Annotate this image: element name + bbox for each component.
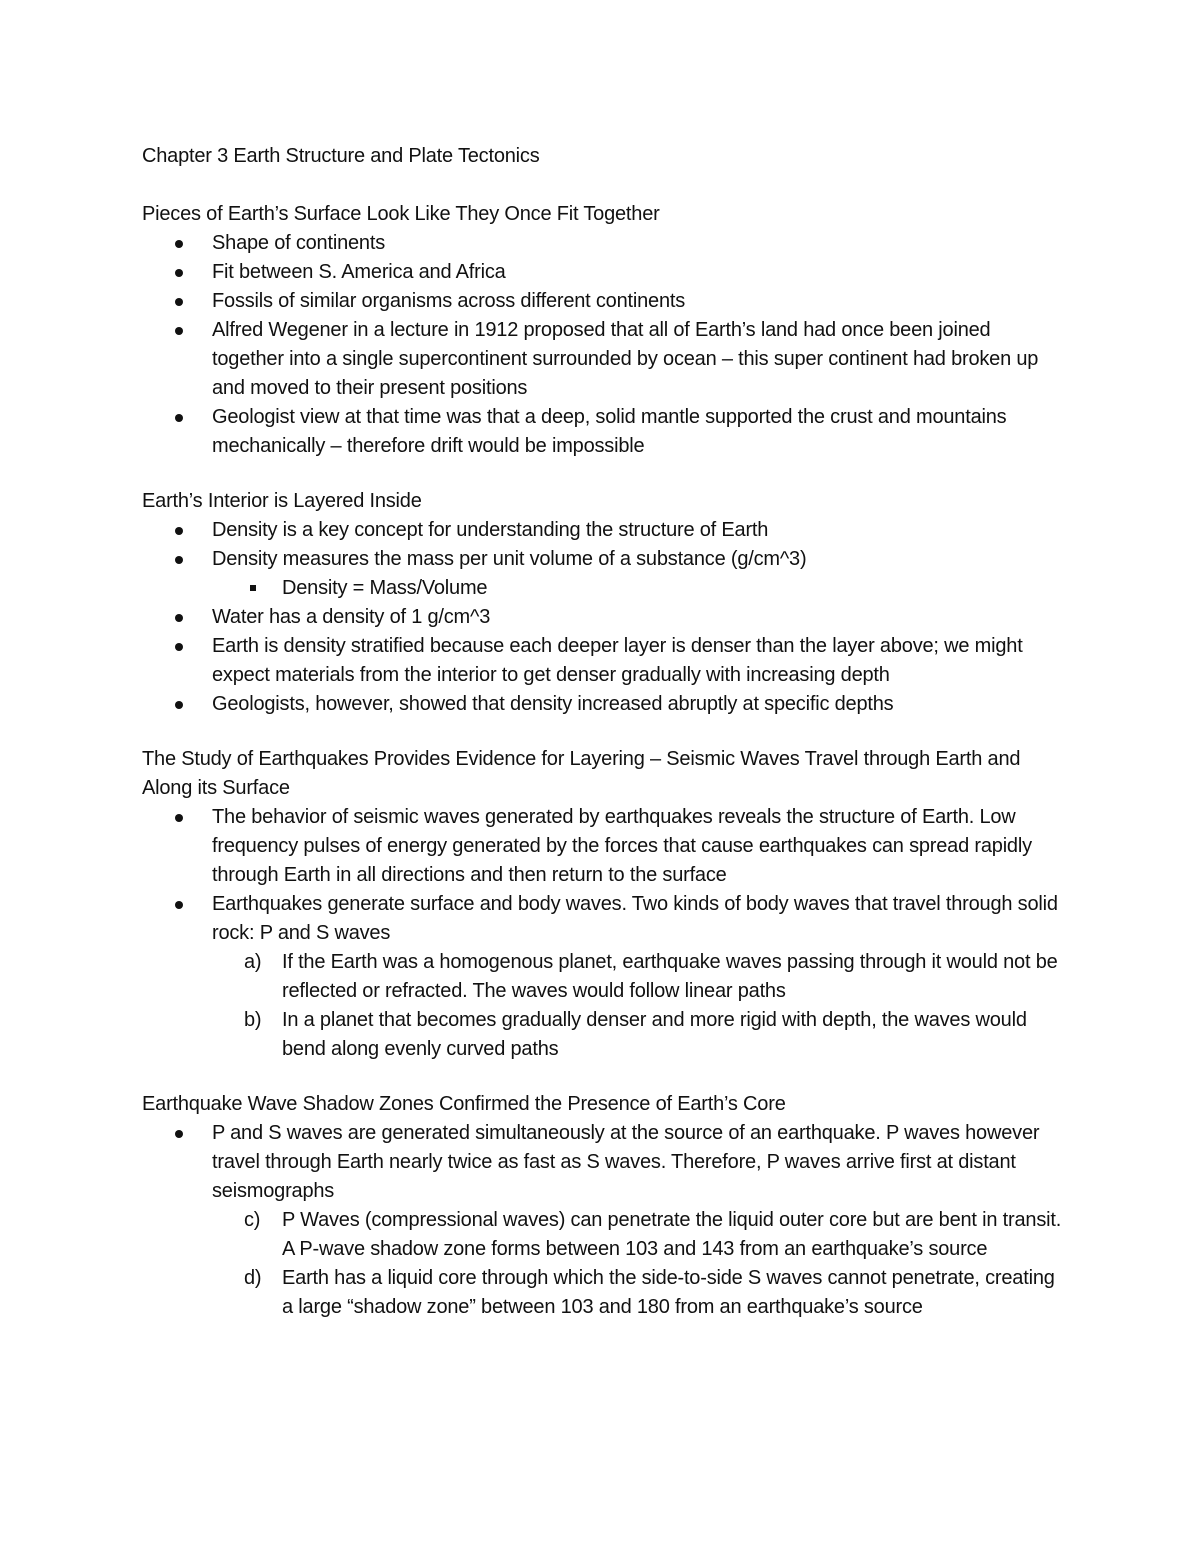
- bullet-icon: [175, 556, 183, 564]
- list-item-text: P and S waves are generated simultaneously at the source of an earthquake. P waves however travel through Earth nearly twice as fast as S waves. Therefore, P waves arrive first at distant seismographs: [212, 1122, 1040, 1202]
- list-item-text: Fossils of similar organisms across different continents: [212, 290, 686, 312]
- lettered-item-text: In a planet that becomes gradually denser and more rigid with depth, the waves would bend along evenly curved paths: [282, 1009, 1027, 1060]
- section-shadow-zones: [142, 1090, 1062, 1322]
- section-continental-fit: [142, 200, 1062, 461]
- bullet-list: [142, 229, 1062, 461]
- lettered-item-text: P Waves (compressional waves) can penetrate the liquid outer core but are bent in transit. A P-wave shadow zone forms between 103 and 143 from an earthquake’s source: [282, 1209, 1062, 1260]
- section-heading: Pieces of Earth’s Surface Look Like They Once Fit Together: [142, 203, 660, 225]
- list-item: [142, 632, 1062, 690]
- bullet-icon: [175, 327, 183, 335]
- bullet-icon: [175, 240, 183, 248]
- list-item: [142, 258, 1062, 287]
- list-item: [142, 603, 1062, 632]
- lettered-item: [142, 1206, 1062, 1264]
- section-interior-layers: [142, 487, 1062, 719]
- lettered-list: [142, 1206, 1062, 1322]
- list-item-text: Density measures the mass per unit volume of a substance (g/cm^3): [212, 548, 807, 570]
- lettered-item: [142, 948, 1062, 1006]
- list-item-text: Shape of continents: [212, 232, 385, 254]
- lettered-item: [142, 1006, 1062, 1064]
- bullet-list: [142, 1119, 1062, 1206]
- bullet-icon: [175, 527, 183, 535]
- bullet-icon: [175, 901, 183, 909]
- bullet-icon: [175, 701, 183, 709]
- lettered-item: [142, 1264, 1062, 1322]
- lettered-list: [142, 948, 1062, 1064]
- document-page: [142, 142, 1062, 1348]
- square-bullet-icon: [250, 585, 256, 591]
- list-marker: d): [244, 1267, 262, 1289]
- section-heading: Earthquake Wave Shadow Zones Confirmed the Presence of Earth’s Core: [142, 1093, 786, 1115]
- list-item: [142, 545, 1062, 603]
- list-item-text: Geologists, however, showed that density increased abruptly at specific depths: [212, 693, 894, 715]
- list-item: [142, 1119, 1062, 1206]
- section-heading: Earth’s Interior is Layered Inside: [142, 490, 422, 512]
- list-item: [142, 229, 1062, 258]
- bullet-icon: [175, 1130, 183, 1138]
- list-marker: c): [244, 1209, 261, 1231]
- sub-list-item: [212, 574, 1062, 603]
- list-item: [142, 803, 1062, 890]
- list-item: [142, 890, 1062, 948]
- sub-list: [212, 574, 1062, 603]
- bullet-icon: [175, 298, 183, 306]
- bullet-list: [142, 803, 1062, 948]
- section-seismic-evidence: [142, 745, 1062, 1064]
- lettered-item-text: Earth has a liquid core through which the side-to-side S waves cannot penetrate, creating a large “shadow zone” between 103 and 180 from an earthquake’s source: [282, 1267, 1055, 1318]
- list-item: [142, 287, 1062, 316]
- page-title: Chapter 3 Earth Structure and Plate Tectonics: [142, 145, 540, 167]
- lettered-item-text: If the Earth was a homogenous planet, earthquake waves passing through it would not be reflected or refracted. The waves would follow linear paths: [282, 951, 1058, 1002]
- bullet-icon: [175, 814, 183, 822]
- section-heading: The Study of Earthquakes Provides Evidence for Layering – Seismic Waves Travel through Earth and Along its Surface: [142, 748, 1021, 799]
- list-item: [142, 316, 1062, 403]
- list-item-text: Earthquakes generate surface and body waves. Two kinds of body waves that travel through solid rock: P and S waves: [212, 893, 1058, 944]
- bullet-icon: [175, 269, 183, 277]
- list-marker: a): [244, 951, 262, 973]
- list-item-text: The behavior of seismic waves generated by earthquakes reveals the structure of Earth. Low frequency pulses of energy generated by the forces that cause earthquakes can spread rapidly through Earth in all directions and then return to the surface: [212, 806, 1032, 886]
- bullet-icon: [175, 414, 183, 422]
- list-item-text: Geologist view at that time was that a deep, solid mantle supported the crust and mountains mechanically – therefore drift would be impossible: [212, 406, 1007, 457]
- list-item: [142, 403, 1062, 461]
- list-item-text: Earth is density stratified because each deeper layer is denser than the layer above; we might expect materials from the interior to get denser gradually with increasing depth: [212, 635, 1023, 686]
- list-marker: b): [244, 1009, 262, 1031]
- bullet-list: [142, 516, 1062, 719]
- list-item: [142, 690, 1062, 719]
- list-item: [142, 516, 1062, 545]
- list-item-text: Fit between S. America and Africa: [212, 261, 506, 283]
- list-item-text: Alfred Wegener in a lecture in 1912 proposed that all of Earth’s land had once been joined together into a single supercontinent surrounded by ocean – this super continent had broken up and moved to their present positions: [212, 319, 1039, 399]
- bullet-icon: [175, 614, 183, 622]
- bullet-icon: [175, 643, 183, 651]
- list-item-text: Water has a density of 1 g/cm^3: [212, 606, 491, 628]
- sub-list-item-text: Density = Mass/Volume: [282, 577, 488, 599]
- list-item-text: Density is a key concept for understanding the structure of Earth: [212, 519, 769, 541]
